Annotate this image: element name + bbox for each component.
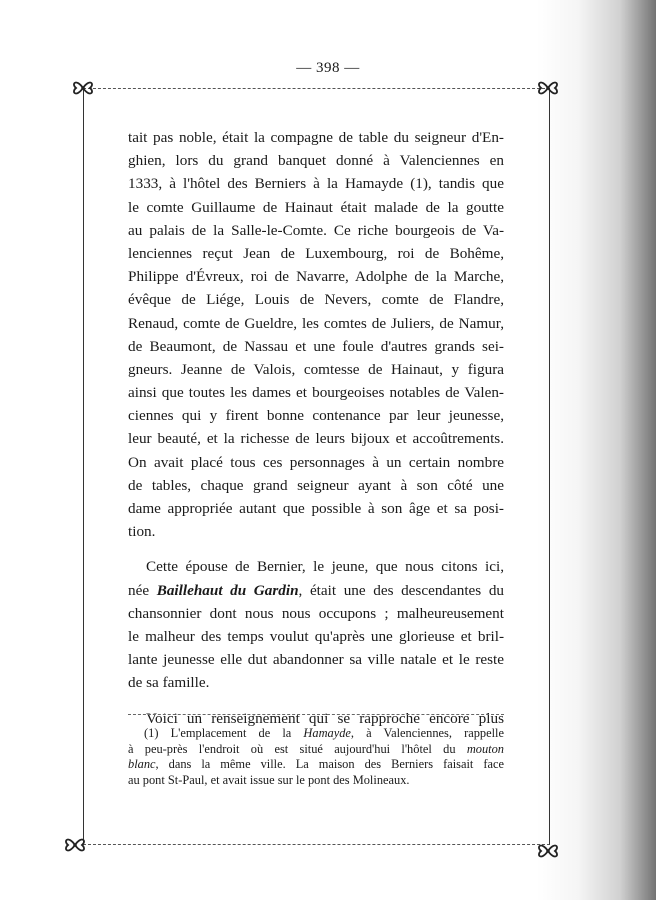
text-line: lante jeunesse elle dut abandonner sa ville natale et le reste	[128, 651, 504, 669]
text-line: dame appropriée autant que possible à son âge et sa posi-	[128, 500, 504, 517]
paragraph	[128, 126, 504, 543]
corner-ornament-icon	[535, 75, 561, 101]
corner-ornament-icon	[70, 75, 96, 101]
text-line: ainsi que toutes les dames et bourgeoises notables de Valen-	[128, 384, 504, 402]
footnote	[128, 726, 504, 788]
text-line: évêque de Liége, Louis de Nevers, comte de Flandre,	[128, 291, 504, 309]
text-line: le malheur des temps voulut qu'après une glorieuse et bril-	[128, 627, 504, 645]
text-line: gneurs. Jeanne de Valois, comtesse de Hainaut, y figura	[128, 360, 504, 378]
emphasized-term: mouton	[466, 741, 504, 756]
text-run: à peu-près l'endroit où est situé aujourd'hui l'hôtel du	[128, 741, 456, 756]
text-line: au palais de la Salle-le-Comte. Ce riche bourgeois de Va-	[128, 221, 504, 239]
body-text	[128, 126, 504, 730]
text-line: ciennes qui y firent bonne contenance par leur jeunesse,	[128, 407, 504, 425]
text-line: Cette épouse de Bernier, le jeune, que nous citons ici,	[146, 558, 504, 576]
footnote-line	[128, 757, 504, 773]
text-line: 1333, à l'hôtel des Berniers à la Hamayde (1), tandis que	[128, 175, 504, 193]
text-run: (1) L'emplacement de la	[144, 726, 292, 740]
paragraph-gap	[128, 695, 504, 707]
footnote-line	[128, 742, 504, 758]
text-line: tion.	[128, 523, 156, 541]
emphasized-term: Hamayde	[303, 726, 351, 740]
text-line: tait pas noble, était la compagne de table du seigneur d'En-	[128, 129, 504, 146]
text-line: Renaud, comte de Gueldre, les comtes de Juliers, de Namur,	[128, 314, 504, 332]
footnote-line	[128, 726, 504, 742]
text-line: chansonnier dont nous nous occupons ; malheureusement	[128, 604, 504, 622]
text-line	[128, 579, 504, 602]
text-run: , était une des descendantes du	[298, 581, 505, 599]
text-line: Voici un renseignement qui se rapproche encore plus	[146, 709, 504, 727]
footnote-divider	[128, 714, 504, 715]
corner-ornament-icon	[62, 832, 88, 858]
page-number: — 398 —	[296, 60, 360, 76]
paragraph	[128, 555, 504, 694]
text-run: , à Valenciennes, rappelle	[350, 726, 504, 740]
page-edge-shadow	[536, 0, 656, 900]
text-run: née	[128, 581, 150, 599]
emphasized-name: Baillehaut du Gardin	[156, 581, 299, 599]
text-line: leur beauté, et la richesse de leurs bijoux et accoûtrements.	[128, 430, 504, 448]
corner-ornament-icon	[535, 838, 561, 864]
text-line: lenciennes reçut Jean de Luxembourg, roi de Bohême,	[128, 244, 504, 262]
text-line: ghien, lors du grand banquet donné à Valenciennes en	[128, 152, 504, 170]
paragraph-gap	[128, 543, 504, 555]
text-line: de tables, chaque grand seigneur ayant à son côté une	[128, 476, 504, 494]
footnote-line: au pont St-Paul, et avait issue sur le pont des Molineaux.	[128, 772, 410, 787]
text-line: de sa famille.	[128, 674, 210, 692]
text-line: de Beaumont, de Nassau et une foule d'autres grands sei-	[128, 337, 504, 355]
emphasized-term: blanc	[128, 757, 156, 772]
text-run: , dans la même ville. La maison des Berniers faisait face	[155, 757, 504, 772]
text-line: Philippe d'Évreux, roi de Navarre, Adolphe de la Marche,	[128, 268, 504, 286]
text-line: On avait placé tous ces personnages à un certain nombre	[128, 453, 504, 471]
text-line: le comte Guillaume de Hainaut était malade de la goutte	[128, 198, 504, 216]
